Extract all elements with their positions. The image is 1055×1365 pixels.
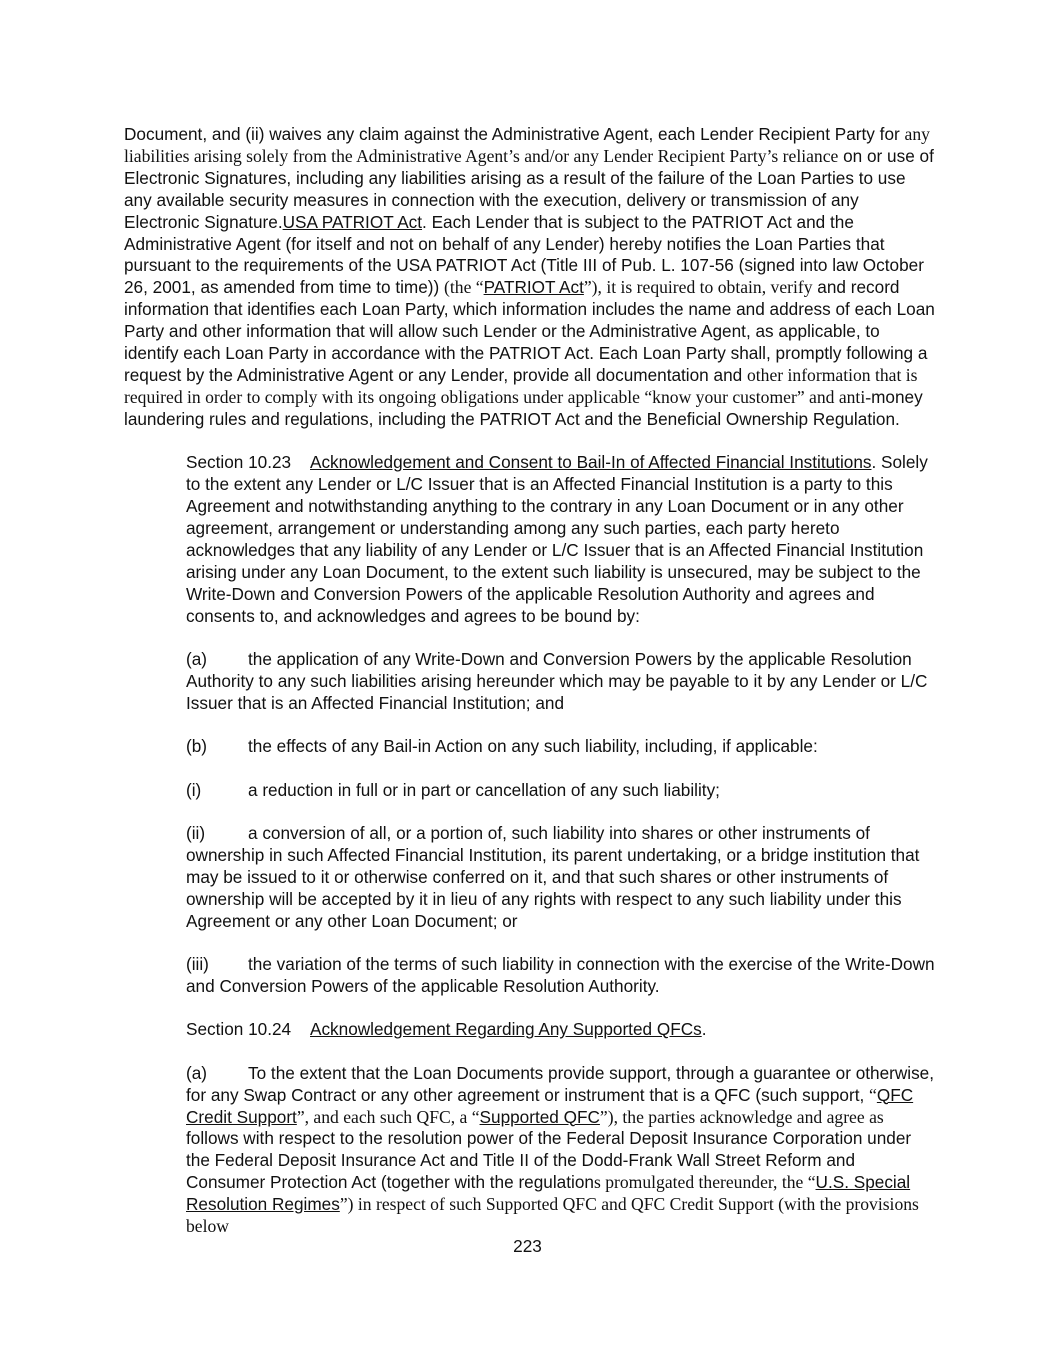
defined-term-qfc-credit-support: QFC Credit Support (186, 1084, 914, 1127)
section-title: Acknowledgement Regarding Any Supported QFCs (310, 1019, 702, 1040)
section-10-24-item-a: (a) To the extent that the Loan Documents provide support, through a guarantee or otherwise, for any Swap Contract or any other agreement or instrument that is a QFC (such support, “QFC Credit Support”, and each such QFC, a “Supported QFC”), the parties acknowledge and agree as follows with respect to the resolution power of the Federal Deposit Insurance Corporation under the Federal Deposit Insurance Act and Title II of the Dodd-Frank Wall Street Reform and Consumer Protection Act (together with the regulations promulgated thereunder, the “U.S. Special Resolution Regimes”) in respect of such Supported QFC and QFC Credit Support (with the provisions below (186, 1062, 935, 1237)
section-10-23-paragraph: Section 10.23 Acknowledgement and Consent to Bail-In of Affected Financial Institutions. Solely to the extent any Lender or L/C Issuer that is an Affected Financial Institution is a party to this Agreement and notwithstanding anything to the contrary in any Loan Document or in any other agreement, arrangement or understanding among any such parties, each party hereto acknowledges that any liability of any Lender or L/C Issuer that is an Affected Financial Institution arising under any Loan Document, to the extent such liability is unsecured, may be subject to the Write-Down and Conversion Powers of the applicable Resolution Authority and agrees and consents to, and acknowledges and agrees to be bound by: (186, 452, 928, 626)
list-item: (b) the effects of any Bail-in Action on any such liability, including, if applicable: (186, 736, 818, 757)
defined-term-supported-qfc: Supported QFC (479, 1106, 600, 1127)
heading-usa-patriot-act: USA PATRIOT Act (282, 211, 423, 232)
section-number: Section 10.23 (186, 452, 292, 473)
section-10-24-heading: Section 10.24 Acknowledgement Regarding Any Supported QFCs. (186, 1019, 707, 1040)
list-item: (iii) the variation of the terms of such liability in connection with the exercise of the Write-Down and Conversion Powers of the applicable Resolution Authority. (186, 954, 935, 996)
list-item: (ii) a conversion of all, or a portion of, such liability into shares or other instruments of ownership in such Affected Financial Institution, its parent undertaking, or a bridge institution that may be issued to it or otherwise conferred on it, and that such shares or other instruments of ownership will be accepted by it in lieu of any rights with respect to any such liability under this Agreement or any other Loan Document; or (186, 822, 920, 931)
list-item: (a) the application of any Write-Down and Conversion Powers by the applicable Resolution Authority to any such liabilities arising hereunder which may be payable to it by any Lender or L/C Issuer that is an Affected Financial Institution; and (186, 648, 928, 713)
section-number: Section 10.24 (186, 1019, 292, 1040)
document-page (124, 124, 936, 1238)
page-number: 223 (513, 1236, 542, 1256)
defined-term-us-special-resolution-regimes: U.S. Special Resolution Regimes (186, 1172, 911, 1215)
section-title: Acknowledgement and Consent to Bail-In of Affected Financial Institutions (310, 452, 872, 473)
paragraph-patriot-act: Document, and (ii) waives any claim against the Administrative Agent, each Lender Recipient Party for any liabilities arising solely from the Administrative Agent’s and/or any Lender Recipient Party’s reliance on or use of Electronic Signatures, including any liabilities arising as a result of the failure of the Loan Parties to use any available security measures in connection with the execution, delivery or transmission of any Electronic Signature.USA PATRIOT Act. Each Lender that is subject to the PATRIOT Act and the Administrative Agent (for itself and not on behalf of any Lender) hereby notifies the Loan Parties that pursuant to the requirements of the USA PATRIOT Act (Title III of Pub. L. 107-56 (signed into law October 26, 2001, as amended from time to time)) (the “PATRIOT Act”), it is required to obtain, verify and record information that identifies each Loan Party, which information includes the name and address of each Loan Party and other information that will allow such Lender or the Administrative Agent, as applicable, to identify each Loan Party in accordance with the PATRIOT Act. Each Loan Party shall, promptly following a request by the Administrative Agent or any Lender, provide all documentation and other information that is required in order to comply with its ongoing obligations under applicable “know your customer” and anti-money laundering rules and regulations, including the PATRIOT Act and the Beneficial Ownership Regulation. (124, 124, 935, 429)
defined-term-patriot-act: PATRIOT Act (483, 277, 584, 298)
list-item: (i) a reduction in full or in part or cancellation of any such liability; (186, 779, 720, 800)
